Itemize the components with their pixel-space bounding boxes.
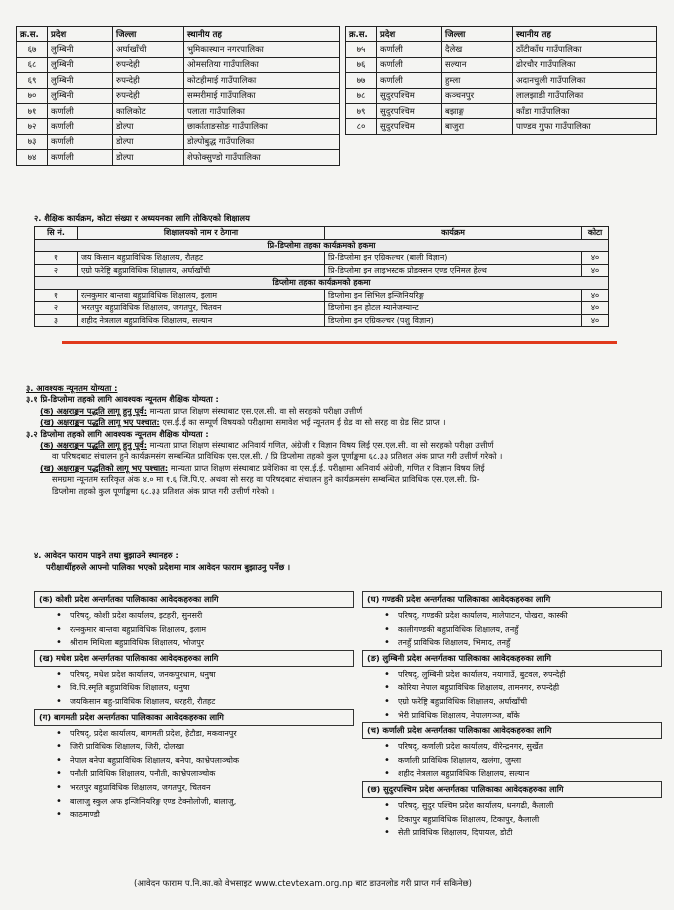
table-row bbox=[17, 57, 340, 72]
cell-district: हुम्ला bbox=[442, 73, 513, 88]
cell-province: लुम्बिनी bbox=[48, 73, 113, 88]
cell-quota: ४० bbox=[582, 264, 609, 277]
cell-province: सुदुरपश्चिम bbox=[377, 119, 442, 134]
province-heading-box bbox=[362, 722, 662, 739]
cell-district: बाजुरा bbox=[442, 119, 513, 134]
col-quota: कोटा bbox=[582, 227, 609, 240]
cell-local-level: ओमसतिया गाउँपालिका bbox=[184, 57, 340, 72]
table-left bbox=[16, 26, 340, 166]
s32-kha bbox=[26, 463, 666, 474]
pre-diploma-heading-row bbox=[35, 239, 609, 252]
diploma-heading: डिप्लोमा तहका कार्यक्रमको हकमा bbox=[35, 277, 609, 290]
list-item: • एग्रो फरेष्ट्रि बहुप्राविधिक शिक्षालय, अर्घाखाँची bbox=[362, 695, 662, 709]
application-places-left bbox=[34, 591, 354, 822]
cell-sn: ७० bbox=[17, 88, 48, 103]
cell-district: कालिकोट bbox=[113, 103, 184, 118]
s31-ka bbox=[26, 406, 666, 417]
col-institution: शिक्षालयको नाम र ठेगाना bbox=[78, 227, 325, 240]
section3 bbox=[26, 383, 666, 497]
table-left-body bbox=[17, 42, 340, 165]
table-row bbox=[35, 289, 609, 302]
cell-program: डिप्लोमा इन होटल म्यानेजम्यान्ट bbox=[325, 302, 582, 315]
list-item: • बालाजु स्कुल अफ इन्जिनियरिङ्ग एण्ड टेक्नोलोजी, बालाजु, bbox=[34, 795, 354, 809]
cell-sn: ७८ bbox=[346, 88, 377, 103]
list-item: • परिषद्, सुदुर पश्चिम प्रदेश कार्यालय, धनगढी, कैलाली bbox=[362, 799, 662, 813]
list-item: • जयकिसान बहु-प्राविधिक शिक्षालय, धरहरी, रौतहट bbox=[34, 695, 354, 709]
cell-province: कर्णाली bbox=[48, 119, 113, 134]
cell-program: प्रि-डिप्लोमा इन लाइभस्टक प्रोडक्सन एण्ड एनिमल हेल्थ bbox=[325, 264, 582, 277]
table-row bbox=[35, 264, 609, 277]
s31-kha bbox=[26, 417, 666, 428]
col-local-level: स्थानीय तह bbox=[184, 27, 340, 42]
table-row bbox=[346, 88, 657, 103]
pre-diploma-rows bbox=[35, 252, 609, 277]
cell-province: लुम्बिनी bbox=[48, 88, 113, 103]
s31-ka-text: मान्यता प्राप्त शिक्षण संस्थाबाट एस.एल.सी. वा सो सरहको परीक्षा उत्तीर्ण bbox=[149, 405, 363, 416]
cell-local-level: ढोरचौर गाउँपालिका bbox=[513, 57, 657, 72]
cell-local-level: शेफोक्सुण्डो गाउँपालिका bbox=[184, 150, 340, 165]
cell-local-level: सम्मरीमाई गाउँपालिका bbox=[184, 88, 340, 103]
cell-sn: ७७ bbox=[346, 73, 377, 88]
cell-quota: ४० bbox=[582, 314, 609, 327]
list-item: • शहीद नेत्रलाल बहुप्राविधिक शिक्षालय, सल्यान bbox=[362, 767, 662, 781]
cell-sn: ६९ bbox=[17, 73, 48, 88]
s31-kha-label: (ख) अक्षराङ्कन पद्धति लागू भए पश्चात: bbox=[40, 417, 160, 428]
list-item: • रत्नकुमार बान्तवा बहुप्राविधिक शिक्षालय, इलाम bbox=[34, 623, 354, 637]
table-row bbox=[17, 88, 340, 103]
table-row bbox=[346, 42, 657, 57]
cell-sn: ७६ bbox=[346, 57, 377, 72]
cell-sn: ३ bbox=[35, 314, 78, 327]
cell-program: डिप्लोमा इन एग्रिकल्चर (पशु विज्ञान) bbox=[325, 314, 582, 327]
cell-local-level: भुमिकास्थान नगरपालिका bbox=[184, 42, 340, 57]
cell-province: कर्णाली bbox=[48, 103, 113, 118]
cell-district: कञ्चनपुर bbox=[442, 88, 513, 103]
cell-district: अर्घाखाँची bbox=[113, 42, 184, 57]
cell-local-level: डोल्पोबुद्ध गाउँपालिका bbox=[184, 134, 340, 149]
province-heading-box bbox=[362, 650, 662, 667]
cell-sn: ७५ bbox=[346, 42, 377, 57]
province-heading: (घ) गण्डकी प्रदेश अन्तर्गतका पालिकाका आवेदकहरुका लागि bbox=[367, 594, 551, 604]
cell-sn: ७२ bbox=[17, 119, 48, 134]
province-heading: (क) कोशी प्रदेश अन्तर्गतका पालिकाका आवेदकहरुका लागि bbox=[39, 594, 219, 604]
province-heading-box bbox=[362, 591, 662, 608]
footer-note: (आवेदन फाराम प.नि.का.को वेभसाइट www.ctevtexam.org.np बाट डाउनलोड गरी प्राप्त गर्न सकिनेछ) bbox=[134, 879, 472, 889]
cell-sn: २ bbox=[35, 264, 78, 277]
section4-subtitle: परीक्षार्थीहरुले आफ्नो पालिका भएको प्रदेशमा मात्र आवेदन फाराम बुझाउनु पर्नेछ । bbox=[46, 562, 291, 572]
table-header bbox=[346, 27, 657, 42]
cell-local-level: कोटहीमाई गाउँपालिका bbox=[184, 73, 340, 88]
cell-sn: ६७ bbox=[17, 42, 48, 57]
cell-district: रुपन्देही bbox=[113, 57, 184, 72]
program-table bbox=[34, 226, 609, 327]
province-heading: (ङ) लुम्बिनी प्रदेश अन्तर्गतका पालिकाका आवेदकहरुका लागि bbox=[367, 652, 552, 663]
province-heading: (च) कर्णाली प्रदेश अन्तर्गतका पालिकाका आवेदकहरुका लागि bbox=[367, 725, 552, 736]
province-heading: (ग) बागमती प्रदेश अन्तर्गतका पालिकाका आवेदकहरुका लागि bbox=[39, 711, 224, 722]
cell-institution: रत्नकुमार बान्तवा बहुप्राविधिक शिक्षालय, इलाम bbox=[78, 289, 325, 302]
cell-sn: ८० bbox=[346, 119, 377, 134]
cell-quota: ४० bbox=[582, 302, 609, 315]
list-item: • परिषद्, लुम्बिनी प्रदेश कार्यालय, नयागाउँ, बुटवल, रुपन्देही bbox=[362, 668, 662, 682]
col-sn: क्र.स. bbox=[346, 27, 377, 42]
table-header bbox=[17, 27, 340, 42]
list-item: • कर्णाली प्राविधिक शिक्षालय, खलंगा, जुम्ला bbox=[362, 754, 662, 768]
province-heading-box bbox=[34, 709, 354, 726]
cell-province: लुम्बिनी bbox=[48, 42, 113, 57]
cell-province: कर्णाली bbox=[377, 73, 442, 88]
cell-sn: २ bbox=[35, 302, 78, 315]
cell-province: कर्णाली bbox=[48, 134, 113, 149]
list-item: • परिषद्, कोशी प्रदेश कार्यालय, इटहरी, सुनसरी bbox=[34, 609, 354, 623]
col-district: जिल्ला bbox=[442, 27, 513, 42]
cell-province: कर्णाली bbox=[377, 42, 442, 57]
program-table-header bbox=[35, 227, 609, 240]
list-item: • परिषद्, मधेश प्रदेश कार्यालय, जनकपुरधाम, धनुषा bbox=[34, 668, 354, 682]
table-row bbox=[346, 57, 657, 72]
province-heading-box bbox=[34, 591, 354, 608]
cell-district: दैलेख bbox=[442, 42, 513, 57]
highlight-underline bbox=[62, 341, 617, 344]
col-sn: क्र.स. bbox=[17, 27, 48, 42]
diploma-heading-row bbox=[35, 277, 609, 290]
table-row bbox=[17, 73, 340, 88]
table-right bbox=[345, 26, 657, 135]
province-heading-box bbox=[34, 650, 354, 667]
cell-quota: ४० bbox=[582, 252, 609, 265]
cell-district: सल्यान bbox=[442, 57, 513, 72]
table-row bbox=[17, 103, 340, 118]
list-item: • टिकापुर बहुप्राविधिक शिक्षालय, टिकापुर, कैलाली bbox=[362, 813, 662, 827]
cell-district: डोल्पा bbox=[113, 150, 184, 165]
cell-district: डोल्पा bbox=[113, 119, 184, 134]
col-local-level: स्थानीय तह bbox=[513, 27, 657, 42]
list-item: • कोरिया नेपाल बहुप्राविधिक शिक्षालय, तामनगर, रुपन्देही bbox=[362, 681, 662, 695]
cell-local-level: पलाता गाउँपालिका bbox=[184, 103, 340, 118]
diploma-rows bbox=[35, 289, 609, 327]
cell-district: बझाङ्ग bbox=[442, 103, 513, 118]
list-item: • कालीगण्डकी बहुप्राविधिक शिक्षालय, तनहुँ bbox=[362, 623, 662, 637]
cell-sn: ७९ bbox=[346, 103, 377, 118]
cell-institution: एग्रो फरेष्ट्रि बहुप्राविधिक शिक्षालय, अर्घाखाँची bbox=[78, 264, 325, 277]
table-row bbox=[35, 302, 609, 315]
cell-local-level: छार्काताङसोङ गाउँपालिका bbox=[184, 119, 340, 134]
s32-ka-label: (क) अक्षराङ्कन पद्धति लागू हुनु पूर्व: bbox=[40, 440, 147, 451]
cell-local-level: काँडा गाउँपालिका bbox=[513, 103, 657, 118]
table-row bbox=[17, 150, 340, 165]
list-item: • परिषद्, गण्डकी प्रदेश कार्यालय, मालेपाटन, पोखरा, कास्की bbox=[362, 609, 662, 623]
s32-ka bbox=[26, 440, 666, 451]
application-places-right bbox=[362, 591, 662, 840]
list-item: • तनहुँ प्राविधिक शिक्षालय, भिमाद, तनहुँ bbox=[362, 636, 662, 650]
cell-district: रुपन्देही bbox=[113, 88, 184, 103]
cell-province: कर्णाली bbox=[377, 57, 442, 72]
table-right-body bbox=[346, 42, 657, 134]
col-district: जिल्ला bbox=[113, 27, 184, 42]
table-row bbox=[17, 42, 340, 57]
province-heading: (ख) मधेश प्रदेश अन्तर्गतका पालिकाका आवेदकहरुका लागि bbox=[39, 652, 219, 663]
table-row bbox=[346, 73, 657, 88]
s31-title: ३.१ प्रि-डिप्लोमा तहको लागि आवश्यक न्यूनतम शैक्षिक योग्यता : bbox=[26, 394, 219, 405]
list-item: • सेती प्राविधिक शिक्षालय, दिपायल, डोटी bbox=[362, 826, 662, 840]
section3-title: ३. आवश्यक न्यूनतम योग्यता : bbox=[26, 383, 118, 393]
cell-local-level: अदानचुली गाउँपालिका bbox=[513, 73, 657, 88]
cell-sn: १ bbox=[35, 252, 78, 265]
cell-institution: भरतपुर बहुप्राविधिक शिक्षालय, जगतपुर, चितवन bbox=[78, 302, 325, 315]
cell-province: कर्णाली bbox=[48, 150, 113, 165]
cell-district: डोल्पा bbox=[113, 134, 184, 149]
list-item: • वि.पि.स्मृति बहुप्राविधिक शिक्षालय, धनुषा bbox=[34, 681, 354, 695]
pre-diploma-heading: प्रि-डिप्लोमा तहका कार्यक्रमको हकमा bbox=[35, 239, 609, 252]
cell-sn: ६८ bbox=[17, 57, 48, 72]
table-row bbox=[17, 119, 340, 134]
list-item: • भेरी प्राविधिक शिक्षालय, नेपालगञ्ज, बाँके bbox=[362, 709, 662, 723]
list-item: • नेपाल बनेपा बहुप्राविधिक शिक्षालय, बनेपा, काभ्रेपलाञ्चोक bbox=[34, 754, 354, 768]
province-heading: (छ) सुदुरपश्चिम प्रदेश अन्तर्गतका पालिकाका आवेदकहरुका लागि bbox=[367, 783, 564, 794]
table-row bbox=[346, 119, 657, 134]
cell-institution: जय किसान बहुप्राविधिक शिक्षालय, रौतहट bbox=[78, 252, 325, 265]
table-row bbox=[17, 134, 340, 149]
list-item: • जिरी प्राविधिक शिक्षालय, जिरी, दोलखा bbox=[34, 740, 354, 754]
cell-province: सुदुरपश्चिम bbox=[377, 103, 442, 118]
s32-kha-line-3: डिप्लोमा तहको कुल पूर्णाङ्कमा ६८.३३ प्रतिशत अंक प्राप्त गरी उत्तीर्ण गरेको । bbox=[52, 485, 275, 496]
list-item: • परिषद्, कर्णाली प्रदेश कार्यालय, वीरेन्द्रनगर, सुर्खेत bbox=[362, 740, 662, 754]
s32-ka-line-2: वा परिषदबाट संचालन हुने कार्यक्रमसंग सम्बन्धित प्राविधिक एस.एल.सी. / प्रि डिप्लोमा तहको कुल पूर्णाङ्कमा ६८.३३ प्रतिशत अंक प्राप्त गरी उत्तीर्ण गरेको । bbox=[52, 451, 503, 462]
table-row bbox=[35, 314, 609, 327]
list-item: • श्रीराम मिथिला बहुप्राविधिक शिक्षालय, भोजपुर bbox=[34, 636, 354, 650]
s31-kha-text: एस.ई.ई का सम्पूर्ण विषयको परीक्षामा समावेश भई न्यूनतम ई ग्रेड वा सो सरह वा ग्रेड सिट प्राप्त । bbox=[162, 417, 446, 428]
s32-kha-label: (ख) अक्षराङ्कन पद्धतिको लागू भए पश्चात: bbox=[40, 462, 169, 473]
cell-local-level: पाण्डव गुफा गाउँपालिका bbox=[513, 119, 657, 134]
cell-local-level: लालझाडी गाउँपालिका bbox=[513, 88, 657, 103]
cell-sn: ७४ bbox=[17, 150, 48, 165]
cell-institution: शहीद नेत्रलाल बहुप्राविधिक शिक्षालय, सल्यान bbox=[78, 314, 325, 327]
list-item: • काठमाण्डौ bbox=[34, 808, 354, 822]
table-row bbox=[346, 103, 657, 118]
list-item: • पनौती प्राविधिक शिक्षालय, पनौती, काभ्रेपलाञ्चोक bbox=[34, 767, 354, 781]
province-heading-box bbox=[362, 781, 662, 798]
cell-sn: ७३ bbox=[17, 134, 48, 149]
table-row bbox=[35, 252, 609, 265]
cell-program: प्रि-डिप्लोमा इन एग्रिकल्चर (बाली विज्ञान) bbox=[325, 252, 582, 265]
cell-province: सुदुरपश्चिम bbox=[377, 88, 442, 103]
cell-province: लुम्बिनी bbox=[48, 57, 113, 72]
section4-title: ४. आवेदन फाराम पाइने तथा बुझाउने स्थानहरु : bbox=[34, 550, 179, 560]
col-province: प्रदेश bbox=[48, 27, 113, 42]
cell-quota: ४० bbox=[582, 289, 609, 302]
cell-program: डिप्लोमा इन सिभिल इन्जिनियरिङ्ग bbox=[325, 289, 582, 302]
s32-kha-line-1: मान्यता प्राप्त शिक्षण संस्थाबाट प्रवेशिका वा एस.ई.ई. परीक्षामा अनिवार्य अंग्रेजी, गणित र विज्ञान विषय लिई bbox=[170, 462, 485, 473]
cell-sn: ७१ bbox=[17, 103, 48, 118]
s32-kha-line-2: समग्रमा न्यूनतम स्तरिकृत अंक ४.० मा १.६ जि.पि.ए. अथवा सो सरह वा परिषदबाट संचालन हुने कार्यक्रमसंग सम्बन्धित प्राविधिक एस.एल.सी. प्रि- bbox=[52, 474, 480, 485]
cell-local-level: ठाँटीकाँध गाउँपालिका bbox=[513, 42, 657, 57]
section2-title: २. शैक्षिक कार्यक्रम, कोटा संख्या र अध्ययनका लागि तोकिएको शिक्षालय bbox=[34, 213, 250, 223]
list-item: • भरतपुर बहुप्राविधिक शिक्षालय, जगतपुर, चितवन bbox=[34, 781, 354, 795]
s31-ka-label: (क) अक्षराङ्कन पद्धति लागू हुनु पूर्व: bbox=[40, 405, 147, 416]
cell-district: रुपन्देही bbox=[113, 73, 184, 88]
list-item: • परिषद्, प्रदेश कार्यालय, बागमती प्रदेश, हेटौडा, मकवानपुर bbox=[34, 727, 354, 741]
s32-title: ३.२ डिप्लोमा तहको लागि आवश्यक न्यूनतम शैक्षिक योग्यता : bbox=[26, 428, 209, 439]
s32-ka-line-1: मान्यता प्राप्त शिक्षण संस्थाबाट अनिवार्य गणित, अंग्रेजी र विज्ञान विषय लिई एस.एल.सी. वा सो सरहको परीक्षा उत्तीर्ण bbox=[149, 440, 494, 451]
col-program: कार्यक्रम bbox=[325, 227, 582, 240]
col-province: प्रदेश bbox=[377, 27, 442, 42]
col-sn: सि नं. bbox=[35, 227, 78, 240]
cell-sn: १ bbox=[35, 289, 78, 302]
